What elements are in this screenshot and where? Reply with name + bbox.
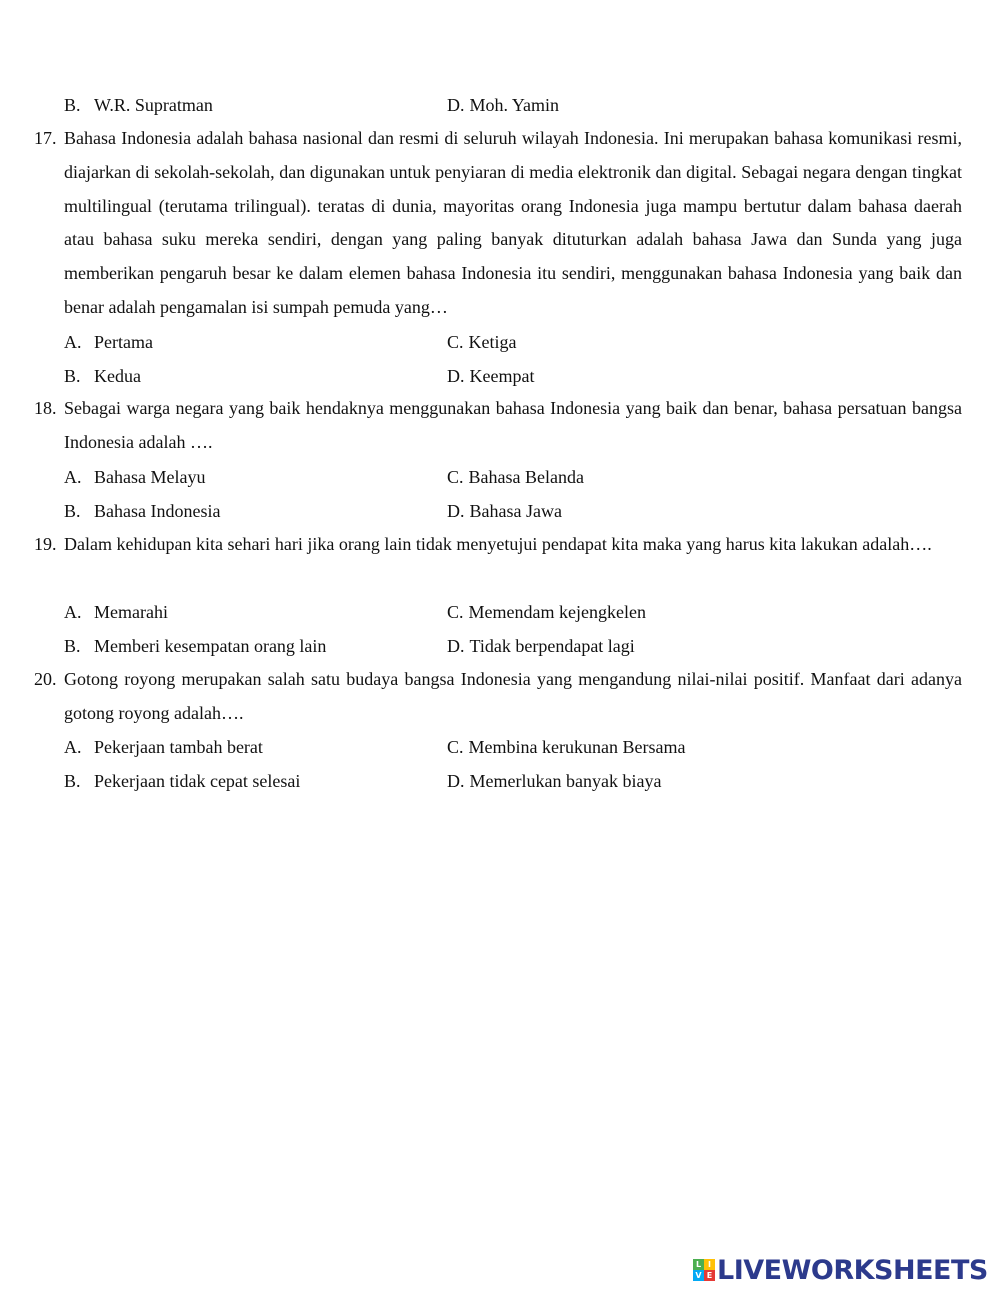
option-b[interactable]: [64, 364, 141, 388]
option-letter: A.: [64, 737, 82, 757]
option-text: Memendam kejengkelen: [468, 602, 646, 622]
option-text: Bahasa Jawa: [469, 501, 562, 521]
question-text: Bahasa Indonesia adalah bahasa nasional dan resmi di seluruh wilayah Indonesia. Ini merupakan bahasa komunikasi resmi, diajarkan di sekolah-sekolah, dan digunakan untuk penyiaran di media elektronik dan digital. Sebagai negara dengan tingkat multilingual (terutama trilingual). teratas di dunia, mayoritas orang Indonesia juga mampu bertutur dalam bahasa daerah atau bahasa suku mereka sendiri, dengan yang paling banyak dituturkan adalah bahasa Jawa dan Sunda yang juga memberikan pengaruh besar ke dalam elemen bahasa Indonesia itu sendiri, menggunakan bahasa Indonesia yang baik dan benar adalah pengamalan isi sumpah pemuda yang…: [64, 128, 962, 317]
option-c[interactable]: [447, 735, 685, 759]
option-d[interactable]: [447, 93, 559, 117]
brand-name: LIVEWORKSHEETS: [717, 1254, 988, 1286]
option-d[interactable]: [447, 634, 635, 658]
option-c[interactable]: [447, 330, 517, 354]
option-a[interactable]: [64, 600, 168, 624]
option-c[interactable]: [447, 600, 646, 624]
logo-cell-l: L: [693, 1259, 704, 1270]
option-letter: D.: [447, 636, 465, 656]
option-text: Tidak berpendapat lagi: [469, 636, 635, 656]
question-20-options-row-2: [64, 769, 964, 793]
option-d[interactable]: [447, 364, 534, 388]
option-letter: D.: [447, 366, 465, 386]
option-text: Bahasa Melayu: [94, 467, 206, 487]
option-text: Ketiga: [468, 332, 517, 352]
question-17-options-row-1: [64, 330, 964, 354]
option-c[interactable]: [447, 465, 584, 489]
question-19: [34, 528, 962, 562]
option-text: Bahasa Indonesia: [94, 501, 221, 521]
question-number: 18.: [34, 398, 57, 418]
option-text: W.R. Supratman: [94, 95, 213, 115]
question-19-options-row-2: [64, 634, 964, 658]
logo-cell-e: E: [704, 1270, 715, 1281]
option-letter: C.: [447, 467, 464, 487]
liveworksheets-logo-icon: [693, 1259, 715, 1281]
question-18-options-row-1: [64, 465, 964, 489]
option-letter: B.: [64, 636, 81, 656]
option-b[interactable]: [64, 499, 220, 523]
option-letter: B.: [64, 366, 81, 386]
option-text: Bahasa Belanda: [468, 467, 584, 487]
option-letter: A.: [64, 602, 82, 622]
option-a[interactable]: [64, 465, 205, 489]
question-number: 17.: [34, 128, 57, 148]
option-d[interactable]: [447, 769, 661, 793]
option-text: Memerlukan banyak biaya: [469, 771, 662, 791]
option-a[interactable]: [64, 735, 263, 759]
option-letter: B.: [64, 771, 81, 791]
option-letter: A.: [64, 467, 82, 487]
option-letter: D.: [447, 95, 465, 115]
option-letter: A.: [64, 332, 82, 352]
option-text: Pekerjaan tidak cepat selesai: [94, 771, 301, 791]
question-text: Gotong royong merupakan salah satu budaya bangsa Indonesia yang mengandung nilai-nilai positif. Manfaat dari adanya gotong royong adalah….: [64, 669, 962, 723]
option-letter: C.: [447, 602, 464, 622]
option-text: Pertama: [94, 332, 153, 352]
option-b[interactable]: [64, 93, 213, 117]
option-letter: C.: [447, 737, 464, 757]
question-number: 20.: [34, 669, 57, 689]
question-18: [34, 392, 962, 460]
question-17-options-row-2: [64, 364, 964, 388]
option-text: Keempat: [469, 366, 535, 386]
option-text: Memberi kesempatan orang lain: [94, 636, 327, 656]
option-letter: B.: [64, 95, 81, 115]
option-letter: C.: [447, 332, 464, 352]
option-text: Membina kerukunan Bersama: [468, 737, 686, 757]
question-20-options-row-1: [64, 735, 964, 759]
option-text: Pekerjaan tambah berat: [94, 737, 263, 757]
question-18-options-row-2: [64, 499, 964, 523]
logo-cell-i: I: [704, 1259, 715, 1270]
question-text: Sebagai warga negara yang baik hendaknya menggunakan bahasa Indonesia yang baik dan benar, bahasa persatuan bangsa Indonesia adalah ….: [64, 398, 962, 452]
question-text: Dalam kehidupan kita sehari hari jika orang lain tidak menyetujui pendapat kita maka yang harus kita lakukan adalah….: [64, 534, 932, 554]
option-text: Kedua: [94, 366, 141, 386]
question-17: [34, 122, 962, 325]
option-letter: D.: [447, 501, 465, 521]
option-text: Memarahi: [94, 602, 168, 622]
option-letter: B.: [64, 501, 81, 521]
option-a[interactable]: [64, 330, 153, 354]
question-20: [34, 663, 962, 731]
option-b[interactable]: [64, 634, 326, 658]
question-number: 19.: [34, 534, 57, 554]
liveworksheets-logo[interactable]: [693, 1256, 988, 1284]
logo-cell-v: V: [693, 1270, 704, 1281]
question-19-options-row-1: [64, 600, 964, 624]
option-letter: D.: [447, 771, 465, 791]
top-options-row: [64, 93, 964, 117]
option-d[interactable]: [447, 499, 562, 523]
option-text: Moh. Yamin: [469, 95, 560, 115]
option-b[interactable]: [64, 769, 300, 793]
